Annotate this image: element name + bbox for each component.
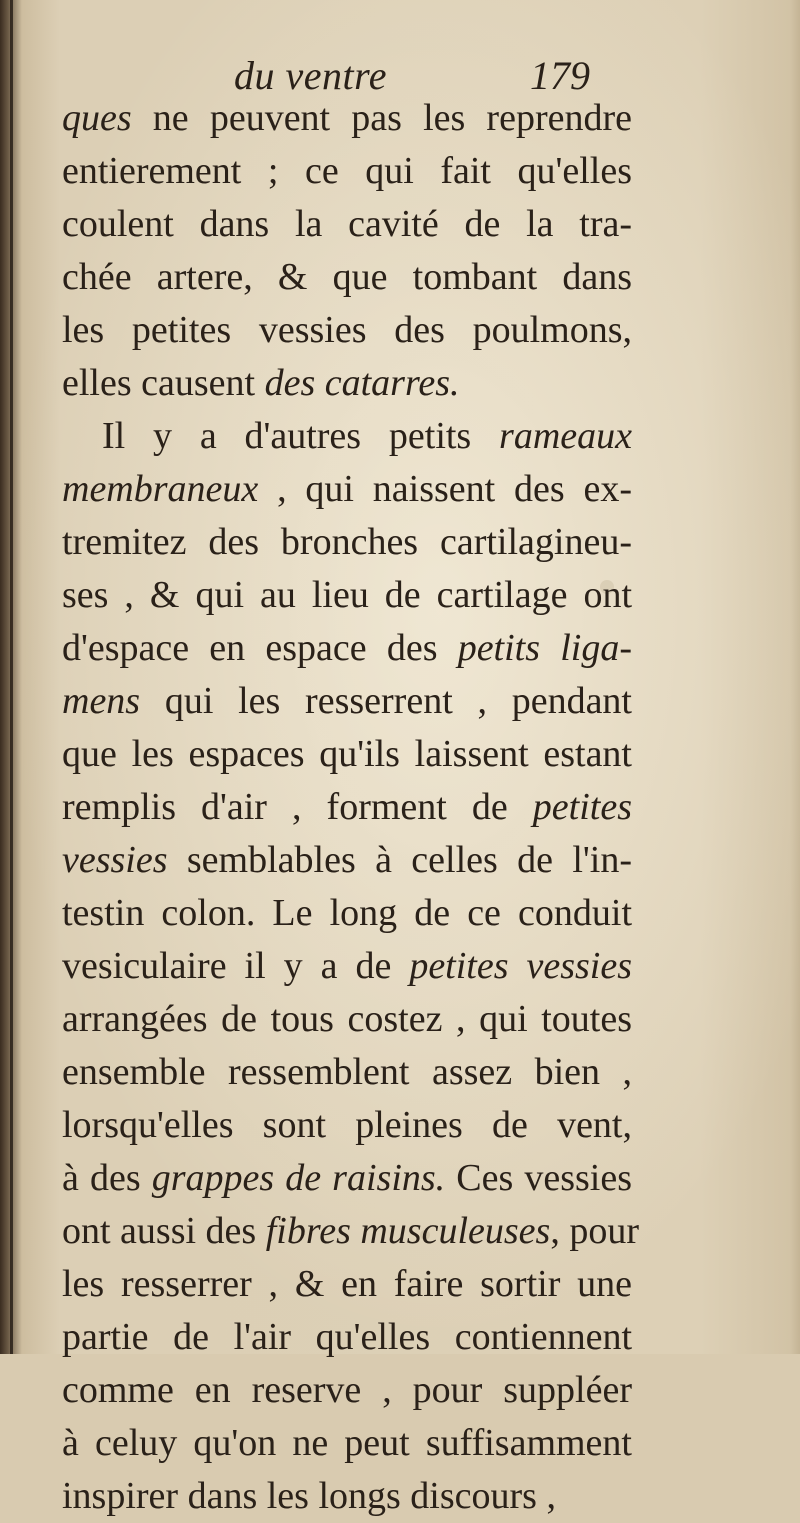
italic-text-span: rameaux: [499, 415, 632, 457]
running-title: du ventre: [234, 53, 387, 98]
text-line: [62, 781, 632, 834]
text-line: [62, 198, 632, 251]
text-span: à celuy qu'on ne peut suffisamment: [62, 1422, 632, 1464]
text-line: [62, 622, 632, 675]
text-line: [62, 463, 632, 516]
body-text: [62, 92, 639, 1523]
text-span: partie de l'air qu'elles contiennent: [62, 1316, 632, 1358]
text-line: [62, 1417, 632, 1470]
text-span: , pour: [550, 1210, 639, 1252]
text-span: ont aussi des: [62, 1210, 266, 1252]
text-span: ses , & qui au lieu de cartilage ont: [62, 574, 632, 616]
italic-text-span: des catarres.: [264, 362, 460, 404]
text-span: lorsqu'elles sont pleines de vent,: [62, 1104, 632, 1146]
text-line: [62, 1152, 632, 1205]
text-line: [62, 675, 632, 728]
text-span: Ces vessies: [445, 1157, 632, 1199]
text-line: [62, 516, 632, 569]
text-line: [62, 1099, 632, 1152]
italic-text-span: membraneux: [62, 468, 259, 510]
text-span: elles causent: [62, 362, 265, 404]
text-span: à des: [62, 1157, 152, 1199]
italic-text-span: ques: [62, 97, 132, 139]
italic-text-span: fibres musculeuses: [265, 1210, 551, 1252]
italic-text-span: vessies: [62, 839, 168, 881]
text-line: [62, 304, 632, 357]
text-span: les resserrer , & en faire sortir une: [62, 1263, 632, 1305]
text-line: [62, 940, 632, 993]
text-span: vesiculaire il y a de: [62, 945, 410, 987]
text-line: [62, 357, 632, 410]
text-line: [62, 887, 632, 940]
text-line: [62, 1046, 632, 1099]
text-span: qui les resserrent , pendant: [140, 680, 632, 722]
italic-text-span: petits liga-: [457, 627, 632, 669]
text-line: [62, 569, 632, 622]
text-span: testin colon. Le long de ce conduit: [62, 892, 632, 934]
text-line: [62, 410, 632, 463]
text-span: chée artere, & que tombant dans: [62, 256, 632, 298]
text-span: tremitez des bronches cartilagineu-: [62, 521, 632, 563]
italic-text-span: petites: [532, 786, 632, 828]
italic-text-span: petites vessies: [409, 945, 633, 987]
text-line: [62, 728, 632, 781]
text-span: Il y a d'autres petits: [102, 415, 500, 457]
text-span: coulent dans la cavité de la tra-: [62, 203, 632, 245]
text-span: ensemble ressemblent assez bien ,: [62, 1051, 632, 1093]
text-line: [62, 251, 632, 304]
text-span: arrangées de tous costez , qui toutes: [62, 998, 632, 1040]
text-span: semblables à celles de l'in-: [167, 839, 632, 881]
page-gutter: [10, 0, 13, 1354]
italic-text-span: grappes de raisins.: [151, 1157, 446, 1199]
text-line: [62, 1258, 632, 1311]
text-line: [62, 1364, 632, 1417]
text-line: [62, 1311, 632, 1364]
text-span: comme en reserve , pour suppléer: [62, 1369, 632, 1411]
text-span: remplis d'air , forment de: [62, 786, 533, 828]
text-line: [62, 145, 632, 198]
text-span: entierement ; ce qui fait qu'elles: [62, 150, 632, 192]
text-span: inspirer dans les longs discours ,: [62, 1475, 556, 1517]
text-span: ne peuvent pas les reprendre: [131, 97, 632, 139]
text-line: [62, 834, 632, 887]
text-span: les petites vessies des poulmons,: [62, 309, 632, 351]
text-span: d'espace en espace des: [62, 627, 458, 669]
text-line: [62, 1470, 632, 1523]
text-line: [62, 993, 632, 1046]
text-line: [62, 1205, 639, 1258]
italic-text-span: mens: [62, 680, 141, 722]
page-number: 179: [530, 53, 590, 98]
text-line: [62, 92, 632, 145]
text-span: que les espaces qu'ils laissent estant: [62, 733, 632, 775]
text-span: , qui naissent des ex-: [258, 468, 632, 510]
